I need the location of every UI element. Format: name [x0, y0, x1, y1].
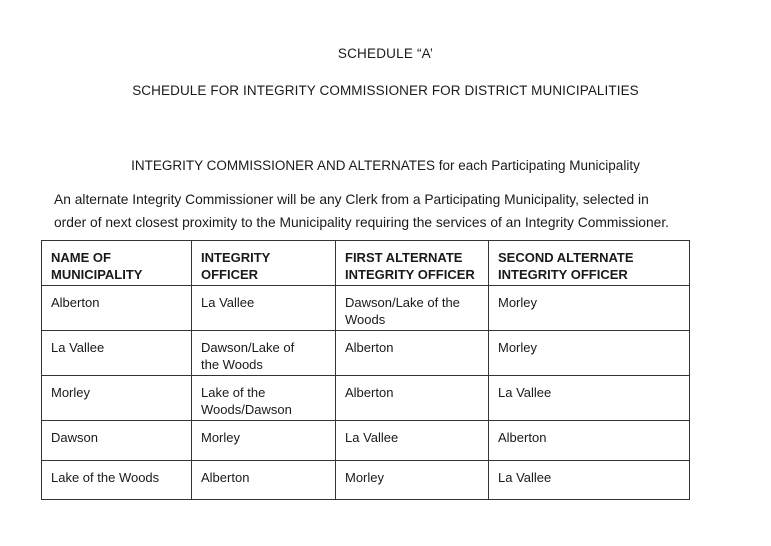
header-line: MUNICIPALITY	[51, 267, 143, 282]
cell-line: Morley	[498, 295, 538, 310]
cell-second-alternate	[489, 421, 690, 461]
table-row	[42, 376, 690, 421]
cell-line: Woods/Dawson	[201, 402, 292, 417]
header-first-alternate	[336, 241, 489, 286]
cell-municipality	[42, 421, 192, 461]
cell-line: Dawson	[51, 430, 98, 445]
cell-line: La Vallee	[51, 340, 105, 355]
cell-line: Alberton	[498, 430, 547, 445]
cell-line: Dawson/Lake of	[201, 340, 295, 355]
cell-integrity-officer	[192, 331, 336, 376]
cell-line: Morley	[498, 340, 538, 355]
cell-line: La Vallee	[498, 385, 552, 400]
header-line: OFFICER	[201, 267, 259, 282]
cell-integrity-officer	[192, 286, 336, 331]
cell-line: Morley	[201, 430, 241, 445]
cell-line: Alberton	[345, 340, 394, 355]
cell-municipality	[42, 461, 192, 500]
cell-line: Morley	[51, 385, 91, 400]
cell-line: the Woods	[201, 357, 263, 372]
header-line: FIRST ALTERNATE	[345, 250, 463, 265]
cell-line: Lake of the Woods	[51, 470, 160, 485]
cell-line: Lake of the	[201, 385, 266, 400]
cell-line: Alberton	[345, 385, 394, 400]
schedule-title: SCHEDULE FOR INTEGRITY COMMISSIONER FOR DISTRICT MUNICIPALITIES	[132, 83, 639, 98]
intro-line-2: order of next closest proximity to the Municipality requiring the services of an Integrity Commissioner.	[54, 215, 669, 230]
cell-municipality	[42, 286, 192, 331]
table-row	[42, 461, 690, 500]
cell-first-alternate	[336, 421, 489, 461]
cell-municipality	[42, 376, 192, 421]
cell-municipality	[42, 331, 192, 376]
cell-line: Morley	[345, 470, 385, 485]
schedule-label: SCHEDULE “A’	[337, 46, 434, 61]
cell-line: Alberton	[201, 470, 250, 485]
cell-second-alternate	[489, 331, 690, 376]
header-line: INTEGRITY OFFICER	[498, 267, 628, 282]
header-line: INTEGRITY	[201, 250, 271, 265]
header-integrity-officer	[192, 241, 336, 286]
cell-second-alternate	[489, 461, 690, 500]
cell-second-alternate	[489, 286, 690, 331]
table-row	[42, 421, 690, 461]
table-header-row	[42, 241, 690, 286]
cell-integrity-officer	[192, 421, 336, 461]
header-name-of-municipality	[42, 241, 192, 286]
section-heading: INTEGRITY COMMISSIONER AND ALTERNATES for each Participating Municipality	[131, 158, 640, 173]
header-second-alternate	[489, 241, 690, 286]
cell-line: La Vallee	[201, 295, 255, 310]
cell-first-alternate	[336, 286, 489, 331]
cell-line: Dawson/Lake of the	[345, 295, 460, 310]
table-row	[42, 331, 690, 376]
header-line: INTEGRITY OFFICER	[345, 267, 475, 282]
cell-integrity-officer	[192, 376, 336, 421]
cell-first-alternate	[336, 461, 489, 500]
cell-line: La Vallee	[345, 430, 399, 445]
cell-line: Woods	[345, 312, 386, 327]
header-line: SECOND ALTERNATE	[498, 250, 634, 265]
header-line: NAME OF	[51, 250, 111, 265]
cell-line: La Vallee	[498, 470, 552, 485]
integrity-officer-table	[41, 240, 690, 500]
cell-integrity-officer	[192, 461, 336, 500]
cell-first-alternate	[336, 331, 489, 376]
intro-line-1: An alternate Integrity Commissioner will be any Clerk from a Participating Municipality, selected in	[54, 192, 649, 207]
table-row	[42, 286, 690, 331]
cell-line: Alberton	[51, 295, 100, 310]
cell-second-alternate	[489, 376, 690, 421]
cell-first-alternate	[336, 376, 489, 421]
